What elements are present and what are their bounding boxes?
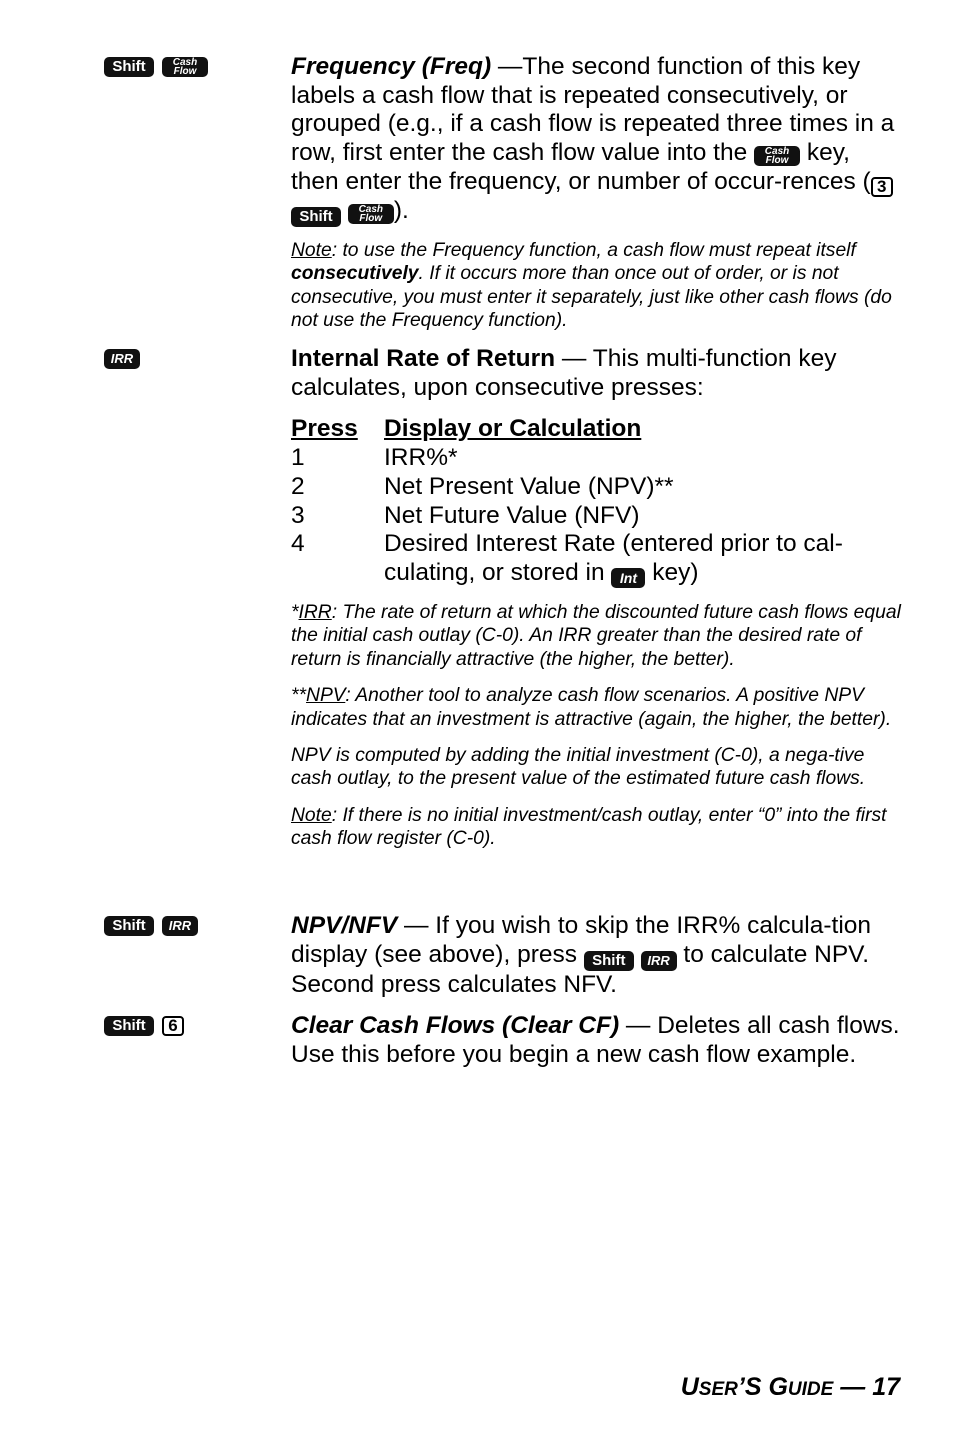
three-key-icon: 3 <box>871 177 893 197</box>
irr-title: Internal Rate of Return <box>291 345 556 372</box>
frequency-note: Note: to use the Frequency function, a cash flow must repeat itself consecutively. If it occurs more than once out of order, or is not consecutive, you must enter it separately, just like other cash flows (do not use the Frequency function). <box>291 239 892 332</box>
frequency-content <box>291 53 901 332</box>
table-row: 1 IRR%* <box>291 444 458 472</box>
irr-key-icon: IRR <box>162 916 198 936</box>
irr-content <box>291 345 901 851</box>
shift-key-icon: Shift <box>104 916 154 936</box>
irr-note: Note: If there is no initial investment/cash outlay, enter “0” into the first cash flow register (C-0). <box>291 804 887 850</box>
col-display-header: Display or Calculation <box>384 415 642 443</box>
npv-nfv-title: NPV/NFV <box>291 912 398 939</box>
frequency-description: Frequency (Freq) —The second function of this key labels a cash flow that is repeated consecutively, or grouped (e.g., if a cash flow is repeated three times in a row, first enter the cash flow value into the Cash Flow key, then enter the frequency, or number of occur-rences ( 3 Shift Cash Flow ). <box>291 53 895 225</box>
frequency-keys <box>104 57 208 77</box>
clear-cf-keys <box>104 1016 184 1036</box>
table-row: 3 Net Future Value (NFV) <box>291 501 640 529</box>
clear-cf-title: Clear Cash Flows (Clear CF) <box>291 1012 620 1039</box>
shift-key-icon: Shift <box>104 1016 154 1036</box>
press-table <box>291 415 901 588</box>
npv-nfv-keys <box>104 916 198 936</box>
shift-key-icon: Shift <box>584 951 634 971</box>
int-key-icon: Int <box>611 568 645 588</box>
table-row: 2 Net Present Value (NPV)** <box>291 472 674 500</box>
npv-footnote: **NPV: Another tool to analyze cash flow scenarios. A positive NPV indicates that an investment is attractive (again, the higher, the better). <box>291 685 892 730</box>
cash-flow-key-icon: Cash Flow <box>162 57 208 77</box>
npv-nfv-description: NPV/NFV — If you wish to skip the IRR% calcula-tion display (see above), press Shift IRR to calculate NPV. Second press calculates NFV. <box>291 912 872 998</box>
shift-key-icon: Shift <box>104 57 154 77</box>
frequency-title: Frequency (Freq) <box>291 53 492 80</box>
irr-key-icon: IRR <box>104 349 140 369</box>
npv-computed-note: NPV is computed by adding the initial investment (C-0), a nega-tive cash outlay, to the present value of the estimated future cash flows. <box>291 744 866 790</box>
clear-cf-content <box>291 1012 901 1069</box>
table-row: 4 Desired Interest Rate (entered prior to cal-culating, or stored in Int key) <box>291 530 843 586</box>
cash-flow-key-icon: Cash Flow <box>348 204 394 224</box>
page-footer: USER’S GUIDE — 17 <box>680 1373 900 1401</box>
col-press-header: Press <box>291 415 358 443</box>
irr-footnote: *IRR: The rate of return at which the discounted future cash flows equal the initial cash outlay (C-0). An IRR greater than the desired rate of return is financially attractive (the higher, the better). <box>291 601 901 670</box>
cash-flow-key-icon: Cash Flow <box>754 146 800 166</box>
page-number: — 17 <box>833 1373 900 1401</box>
irr-key-icon: IRR <box>641 951 677 971</box>
irr-description: Internal Rate of Return — This multi-function key calculates, upon consecutive presses: <box>291 345 837 401</box>
six-key-icon: 6 <box>162 1016 184 1036</box>
clear-cf-description: Clear Cash Flows (Clear CF) — Deletes all cash flows. Use this before you begin a new cash flow example. <box>291 1012 900 1068</box>
press-table-header <box>291 415 901 444</box>
shift-key-icon: Shift <box>291 207 341 227</box>
npv-nfv-content <box>291 912 901 999</box>
irr-keys <box>104 349 140 369</box>
